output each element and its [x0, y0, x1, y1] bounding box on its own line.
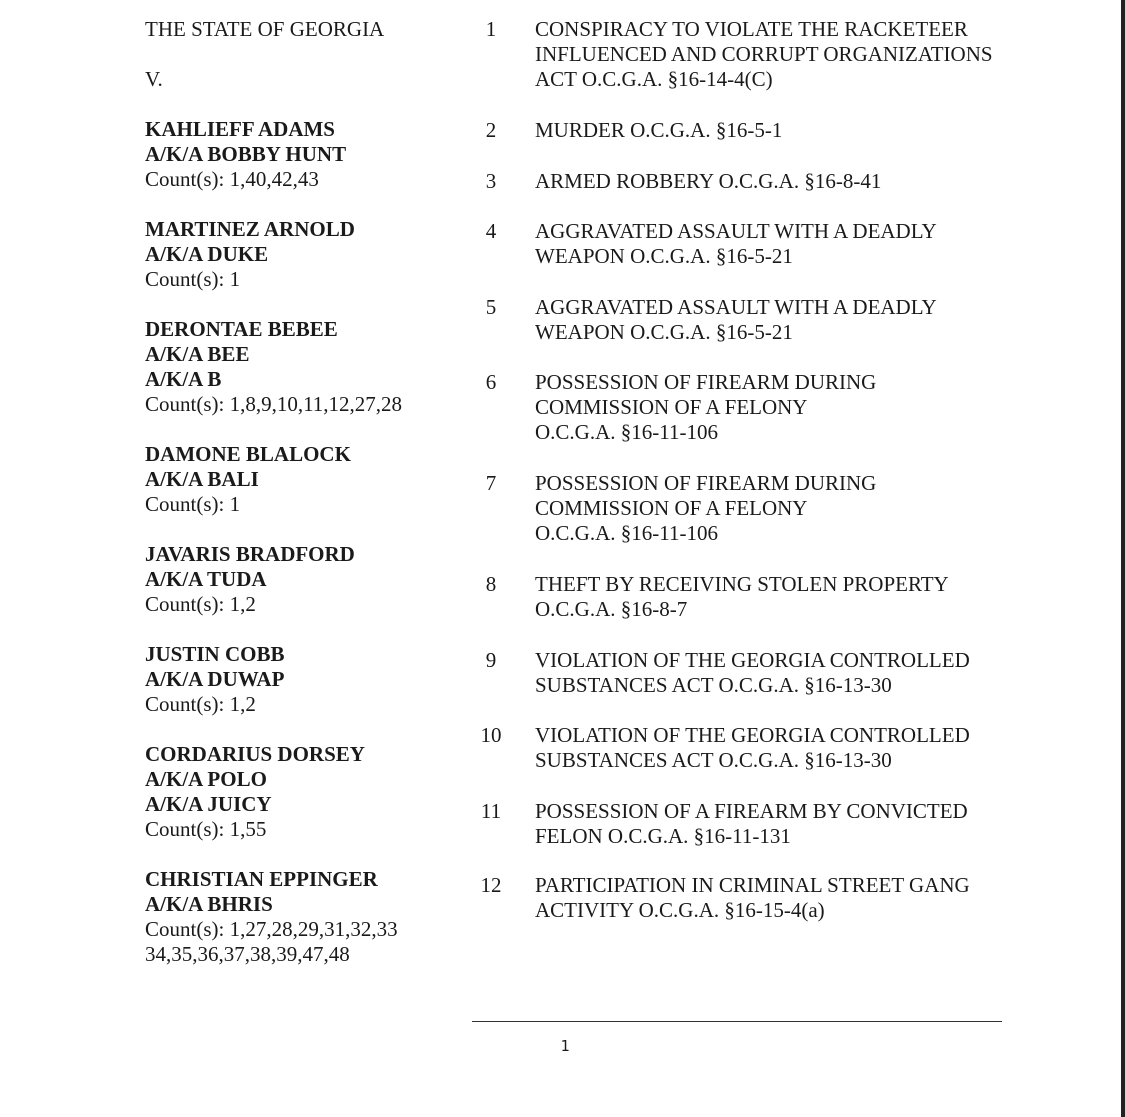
defendant-alias: A/K/A TUDA — [145, 567, 267, 591]
charge-number: 2 — [485, 118, 497, 142]
defendant-name: DAMONE BLALOCK — [145, 442, 351, 466]
charge-line: VIOLATION OF THE GEORGIA CONTROLLED — [535, 648, 970, 672]
charge-number: 4 — [485, 219, 497, 243]
charge-line: O.C.G.A. §16-11-106 — [535, 521, 718, 545]
defendant-entry — [145, 642, 465, 717]
charge-description — [535, 295, 1055, 345]
charge-line: SUBSTANCES ACT O.C.G.A. §16-13-30 — [535, 748, 892, 772]
charge-description — [535, 219, 1055, 269]
defendant-alias: A/K/A B — [145, 367, 222, 391]
charge-line: WEAPON O.C.G.A. §16-5-21 — [535, 244, 793, 268]
charge-line: CONSPIRACY TO VIOLATE THE RACKETEER — [535, 17, 968, 41]
defendant-counts: Count(s): 1,40,42,43 — [145, 167, 319, 191]
defendant-entry — [145, 442, 465, 517]
defendant-alias: A/K/A DUWAP — [145, 667, 285, 691]
charge-description — [535, 169, 1055, 194]
defendant-name: JAVARIS BRADFORD — [145, 542, 355, 566]
defendant-entry — [145, 742, 465, 842]
charge-line: VIOLATION OF THE GEORGIA CONTROLLED — [535, 723, 970, 747]
defendant-entry — [145, 542, 465, 617]
defendant-entry — [145, 317, 465, 417]
charge-line: FELON O.C.G.A. §16-11-131 — [535, 824, 791, 848]
defendant-counts-line: 34,35,36,37,38,39,47,48 — [145, 942, 350, 966]
defendant-name: CHRISTIAN EPPINGER — [145, 867, 378, 891]
defendant-alias: A/K/A BALI — [145, 467, 259, 491]
defendant-counts: Count(s): 1,2 — [145, 592, 256, 616]
defendant-name: KAHLIEFF ADAMS — [145, 117, 335, 141]
charge-number: 11 — [480, 799, 502, 823]
charge-description — [535, 799, 1055, 849]
charge-line: PARTICIPATION IN CRIMINAL STREET GANG — [535, 873, 970, 897]
charge-description — [535, 118, 1055, 143]
defendant-list — [145, 117, 465, 967]
page-number: 1 — [560, 1037, 570, 1055]
charge-line: THEFT BY RECEIVING STOLEN PROPERTY — [535, 572, 949, 596]
defendant-name: CORDARIUS DORSEY — [145, 742, 365, 766]
charge-line: SUBSTANCES ACT O.C.G.A. §16-13-30 — [535, 673, 892, 697]
defendant-counts — [145, 917, 465, 967]
charge-description — [535, 572, 1055, 622]
charge-number: 12 — [480, 873, 502, 897]
charge-line: AGGRAVATED ASSAULT WITH A DEADLY — [535, 295, 937, 319]
state-title: THE STATE OF GEORGIA — [145, 17, 385, 41]
defendant-alias: A/K/A DUKE — [145, 242, 269, 266]
defendant-counts: Count(s): 1 — [145, 492, 241, 516]
charge-description — [535, 17, 1055, 92]
charge-description — [535, 471, 1055, 546]
charge-description — [535, 873, 1055, 923]
charge-line: AGGRAVATED ASSAULT WITH A DEADLY — [535, 219, 937, 243]
charge-line: COMMISSION OF A FELONY — [535, 395, 808, 419]
charge-number: 5 — [485, 295, 497, 319]
case-caption — [145, 17, 465, 992]
charge-line: COMMISSION OF A FELONY — [535, 496, 808, 520]
defendant-counts: Count(s): 1,55 — [145, 817, 267, 841]
defendant-alias: A/K/A BHRIS — [145, 892, 273, 916]
charge-line: O.C.G.A. §16-8-7 — [535, 597, 688, 621]
defendant-counts-line: Count(s): 1,27,28,29,31,32,33 — [145, 917, 398, 941]
defendant-name: JUSTIN COBB — [145, 642, 285, 666]
charge-line: INFLUENCED AND CORRUPT ORGANIZATIONS — [535, 42, 993, 66]
defendant-entry — [145, 867, 465, 967]
charge-number: 6 — [485, 370, 497, 394]
charge-line: ACTIVITY O.C.G.A. §16-15-4(a) — [535, 898, 825, 922]
charge-line: POSSESSION OF FIREARM DURING — [535, 471, 877, 495]
charge-number: 8 — [485, 572, 497, 596]
defendant-entry — [145, 117, 465, 192]
charge-number: 3 — [485, 169, 497, 193]
defendant-alias: A/K/A BOBBY HUNT — [145, 142, 347, 166]
footer-rule — [472, 1021, 1002, 1022]
charge-line: POSSESSION OF FIREARM DURING — [535, 370, 877, 394]
defendant-entry — [145, 217, 465, 292]
defendant-name: DERONTAE BEBEE — [145, 317, 338, 341]
charge-line: O.C.G.A. §16-11-106 — [535, 420, 718, 444]
charge-line: MURDER O.C.G.A. §16-5-1 — [535, 118, 783, 142]
page-edge-border — [1121, 0, 1125, 1117]
charge-description — [535, 370, 1055, 445]
defendant-counts: Count(s): 1,2 — [145, 692, 256, 716]
charge-number: 7 — [485, 471, 497, 495]
charge-description — [535, 723, 1055, 773]
defendant-name: MARTINEZ ARNOLD — [145, 217, 355, 241]
charge-line: POSSESSION OF A FIREARM BY CONVICTED — [535, 799, 968, 823]
defendant-counts: Count(s): 1 — [145, 267, 241, 291]
defendant-alias: A/K/A BEE — [145, 342, 250, 366]
versus-label: V. — [145, 67, 163, 91]
charge-description — [535, 648, 1055, 698]
charge-line: WEAPON O.C.G.A. §16-5-21 — [535, 320, 793, 344]
charge-number: 9 — [485, 648, 497, 672]
charge-line: ACT O.C.G.A. §16-14-4(C) — [535, 67, 773, 91]
charge-line: ARMED ROBBERY O.C.G.A. §16-8-41 — [535, 169, 882, 193]
defendant-alias: A/K/A POLO — [145, 767, 267, 791]
charge-number: 1 — [485, 17, 497, 41]
defendant-counts: Count(s): 1,8,9,10,11,12,27,28 — [145, 392, 403, 416]
defendant-alias: A/K/A JUICY — [145, 792, 272, 816]
charge-number: 10 — [480, 723, 502, 747]
